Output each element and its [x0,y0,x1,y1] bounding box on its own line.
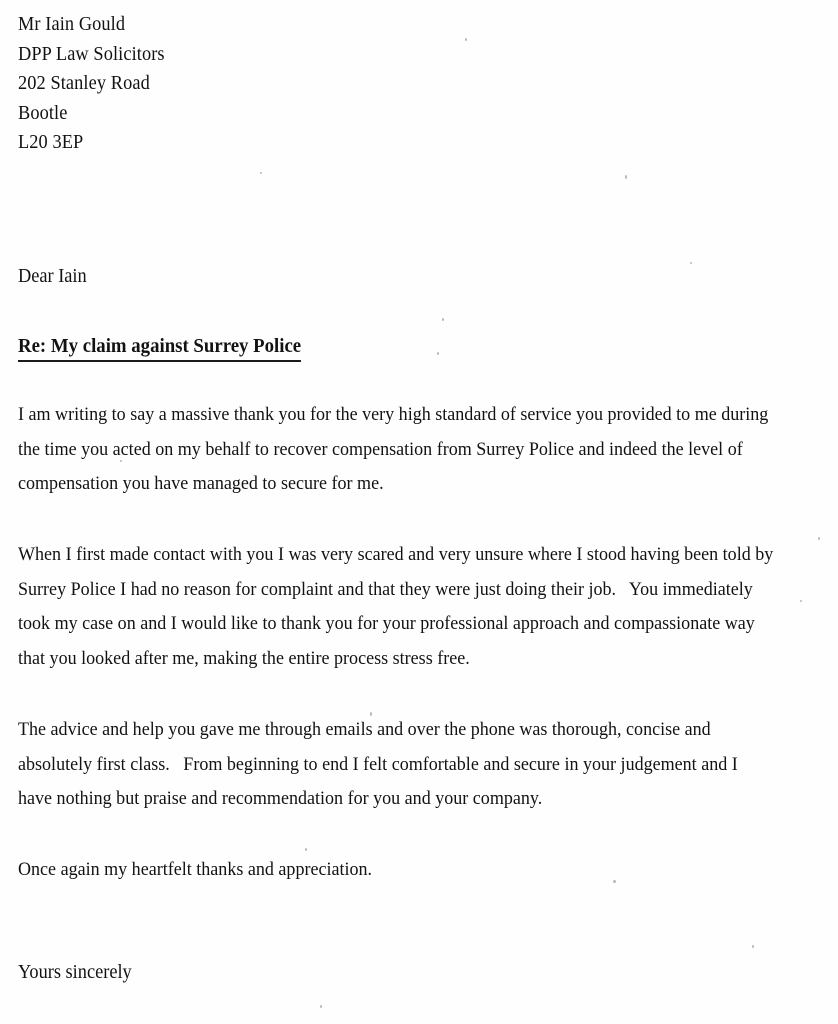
address-line: Bootle [18,102,68,124]
body-paragraph: I am writing to say a massive thank you for the very high standard of service you provided to me during the time you acted on my behalf to recover compensation from Surrey Police and indeed the level of compensation you have managed to secure for me. [18,404,773,494]
letter-body [18,0,776,1024]
address-line: L20 3EP [18,132,84,153]
scan-speck [800,600,802,602]
address-line: 202 Stanley Road [18,73,150,94]
body-paragraph: The advice and help you gave me through emails and over the phone was thorough, concise and absolutely first class. From beginning to end I felt comfortable and secure in your judgement and I have nothing but praise and recommendation for you and your company. [18,719,743,809]
body-paragraph: Once again my heartfelt thanks and appreciation. [18,859,373,880]
signoff: Yours sincerely [18,962,132,983]
address-line: DPP Law Solicitors [18,43,165,65]
scan-speck [818,537,820,540]
body-paragraph: When I first made contact with you I was very scared and very unsure where I stood having been told by Surrey Police I had no reason for complaint and that they were just doing their job. You immediately took my case on and I would like to thank you for your professional approach and compassionate way that you looked after me, making the entire process stress free. [18,544,778,669]
address-line: Mr Iain Gould [18,14,126,35]
subject-heading: Re: My claim against Surrey Police [18,333,301,362]
salutation: Dear Iain [18,266,87,287]
